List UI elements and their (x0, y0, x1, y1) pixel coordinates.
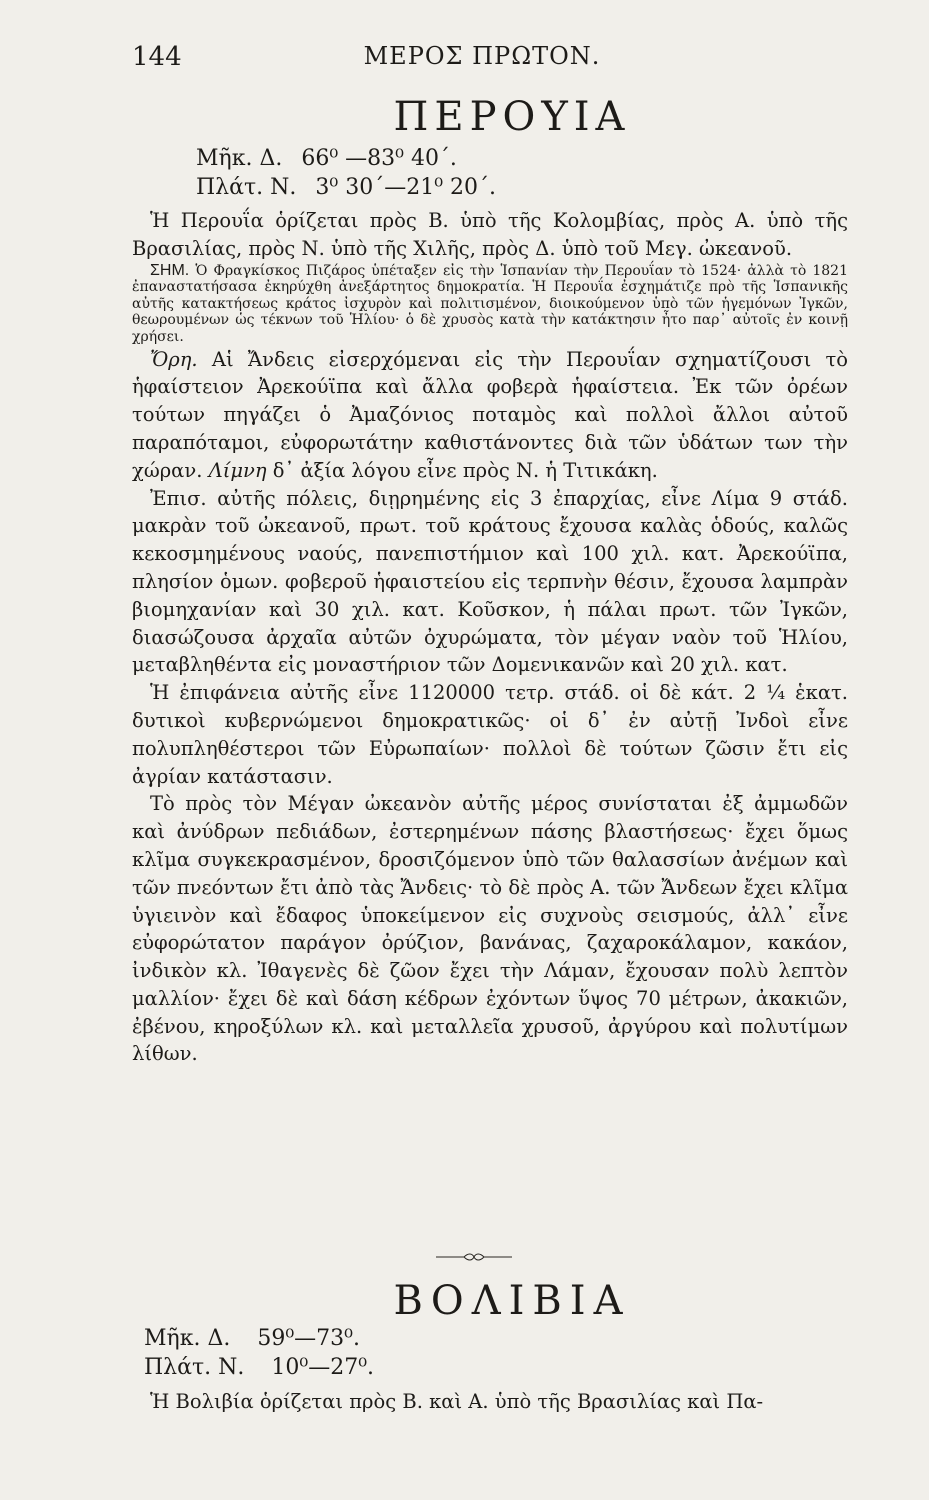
lake-text: δ᾽ ἀξία λόγου εἶνε πρὸς Ν. ἡ Τιτικάκη. (272, 458, 658, 482)
peru-note (132, 263, 848, 346)
note-label: ΣΗΜ. (150, 261, 190, 279)
page-number: 144 (132, 42, 182, 72)
peru-mountains-paragraph (132, 346, 848, 485)
latitude-value: 10⁰—27⁰. (271, 1355, 375, 1380)
peru-body (132, 207, 848, 1068)
latitude-value: 3⁰ 30΄—21⁰ 20΄. (315, 175, 496, 200)
peru-latitude (196, 175, 496, 200)
note-text: Ὁ Φραγκίσκος Πιζάρος ὑπέταξεν εἰς τὴν Ἱσπανίαν τὴν Περουΐαν τὸ 1524· ἀλλὰ τὸ 1821 ἐπαναστατήσασα ἐκηρύχθη ἀνεξάρτητος δημοκρατία. Ἡ Περουΐα ἐσχημάτιζε πρὸ τῆς Ἱσπανικῆς αὐτῆς κατακτήσεως κράτος ἰσχυρὸν καὶ πολιτισμένον, διοικούμενον ὑπὸ τῶν ἡγεμόνων Ἰγκῶν, θεωρουμένων ὡς τέκνων τοῦ Ἡλίου· ὁ δὲ χρυσὸς κατὰ τὴν κατάκτησιν ἦτο παρ᾽ αὐτοῖς ἐν κοινῇ χρήσει. (132, 262, 848, 345)
running-title: ΜΕΡΟΣ ΠΡΩΤΟΝ. (363, 42, 601, 70)
peru-climate-paragraph: Τὸ πρὸς τὸν Μέγαν ὠκεανὸν αὐτῆς μέρος συνίσταται ἐξ ἀμμωδῶν καὶ ἀνύδρων πεδιάδων, ἐστερημένων πάσης βλαστήσεως· ἔχει ὅμως κλῖμα συγκεκρασμένον, δροσιζόμενον ὑπὸ τῶν θαλασσίων ἀνέμων καὶ τῶν πνεόντων ἔτι ἀπὸ τὰς Ἄνδεις· τὸ δὲ πρὸς Α. τῶν Ἄνδεων ἔχει κλῖμα ὑγιεινὸν καὶ ἔδαφος ὑποκείμενον εἰς συχνοὺς σεισμούς, ἀλλ᾽ εἶνε εὐφορώτατον παράγον ὀρύζιον, βανάνας, ζαχαροκάλαμον, κακάον, ἰνδικὸν κλ. Ἰθαγενὲς δὲ ζῶον ἔχει τὴν Λάμαν, ἔχουσαν πολὺ λεπτὸν μαλλίον· ἔχει δὲ καὶ δάση κέδρων ἐχόντων ὕψος 70 μέτρων, ἀκακιῶν, ἐβένου, κηροξύλων κλ. καὶ μεταλλεῖα χρυσοῦ, ἀργύρου καὶ πολυτίμων λίθων. (132, 792, 848, 1066)
mountains-lead: Ὄρη. (150, 347, 198, 371)
latitude-label: Πλάτ. Ν. (196, 175, 297, 200)
bolivia-borders-paragraph: Ἡ Βολιβία ὁρίζεται πρὸς Β. καὶ Α. ὑπὸ τῆς Βρασιλίας καὶ Πα- (150, 1390, 764, 1413)
mountains-text: Αἱ Ἄνδεις εἰσερχόμεναι εἰς τὴν Περουΐαν σχηματίζουσι τὸ ἡφαίστειον Ἀρεκούϊπα καὶ ἄλλα φοβερὰ ἡφαίστεια. Ἐκ τῶν ὀρέων τούτων πηγάζει ὁ Ἀμαζόνιος ποταμὸς καὶ πολλοὶ ἄλλοι αὐτοῦ παραπόταμοι, εὐφορωτάτην καθιστάνοντες διὰ τῶν ὑδάτων των τὴν χώραν. (132, 347, 848, 482)
longitude-value: 66⁰ —83⁰ 40΄. (301, 146, 457, 171)
latitude-label: Πλάτ. Ν. (144, 1355, 245, 1380)
running-head (132, 42, 892, 78)
lake-lead: Λίμνη (208, 458, 267, 482)
peru-longitude (196, 146, 457, 171)
longitude-value: 59⁰—73⁰. (257, 1326, 360, 1351)
longitude-label: Μῆκ. Δ. (196, 146, 283, 171)
peru-area-paragraph: Ἡ ἐπιφάνεια αὐτῆς εἶνε 1120000 τετρ. στάδ. οἱ δὲ κάτ. 2 ¼ ἑκατ. δυτικοὶ κυβερνώμενοι δημοκρατικῶς· οἱ δ᾽ ἐν αὐτῇ Ἰνδοὶ εἶνε πολυπληθέστεροι τῶν Εὐρωπαίων· πολλοὶ δὲ τούτων ζῶσιν ἔτι εἰς ἀγρίαν κατάστασιν. (132, 681, 848, 788)
bolivia-longitude (144, 1326, 360, 1351)
section-title-peru: ΠΕΡΟΥΙΑ (393, 94, 631, 140)
longitude-label: Μῆκ. Δ. (144, 1326, 231, 1351)
peru-cities-paragraph: Ἐπισ. αὐτῆς πόλεις, διῃρημένης εἰς 3 ἐπαρχίας, εἶνε Λίμα 9 στάδ. μακρὰν τοῦ ὠκεανοῦ, πρωτ. τοῦ κράτους ἔχουσα καλὰς ὁδούς, καλῶς κεκοσμημένους ναούς, πανεπιστήμιον καὶ 100 χιλ. κατ. Ἀρεκούϊπα, πλησίον ὁμων. φοβεροῦ ἡφαιστείου εἰς τερπνὴν θέσιν, ἔχουσα λαμπρὰν βιομηχανίαν καὶ 30 χιλ. κατ. Κοῦσκον, ἡ πάλαι πρωτ. τῶν Ἰγκῶν, διασώζουσα ἀρχαῖα αὐτῶν ὀχυρώματα, τὸν μέγαν ναὸν τοῦ Ἡλίου, μεταβληθέντα εἰς μοναστήριον τῶν Δομενικανῶν καὶ 20 χιλ. κατ. (132, 486, 848, 677)
bolivia-latitude (144, 1355, 374, 1380)
section-divider-ornament (434, 1252, 514, 1262)
peru-borders-paragraph: Ἡ Περουΐα ὁρίζεται πρὸς Β. ὑπὸ τῆς Κολομβίας, πρὸς Α. ὑπὸ τῆς Βρασιλίας, πρὸς Ν. ὑπὸ τῆς Χιλῆς, πρὸς Δ. ὑπὸ τοῦ Μεγ. ὠκεανοῦ. (132, 209, 848, 260)
bolivia-body (132, 1388, 848, 1416)
section-title-bolivia: ΒΟΛΙΒΙΑ (393, 1278, 631, 1324)
